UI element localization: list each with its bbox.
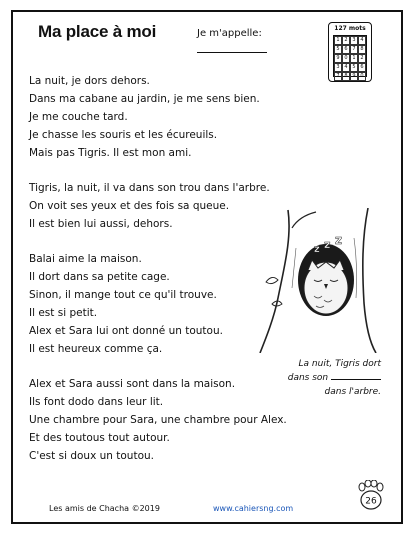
counter-cell[interactable]: 2	[358, 54, 366, 63]
counter-cell[interactable]: 1	[334, 36, 342, 45]
story-line: Il est bien lui aussi, dehors.	[29, 218, 173, 230]
story-line: La nuit, je dors dehors.	[29, 75, 150, 87]
counter-cell[interactable]: 6	[358, 63, 366, 72]
counter-cell[interactable]: 6	[342, 45, 350, 54]
counter-cell[interactable]: 3	[334, 63, 342, 72]
counter-cell[interactable]: 5	[334, 45, 342, 54]
counter-cell[interactable]: 7	[350, 45, 358, 54]
story-line: Sinon, il mange tout ce qu'il trouve.	[29, 289, 217, 301]
story-line: Balai aime la maison.	[29, 253, 142, 265]
caption-answer-blank[interactable]	[331, 371, 381, 380]
reading-counter-grid	[333, 35, 367, 77]
word-count-label: 127 mots	[334, 25, 366, 32]
story-line: Alex et Sara lui ont donné un toutou.	[29, 325, 223, 337]
story-line: Il est si petit.	[29, 307, 98, 319]
counter-cell[interactable]: 5	[350, 63, 358, 72]
sleep-z-icon-3: z	[335, 233, 342, 247]
counter-cell[interactable]: 8	[358, 45, 366, 54]
counter-cell[interactable]: 2	[342, 36, 350, 45]
footer-credit: Les amis de Chacha ©2019	[49, 504, 160, 513]
story-line: Je chasse les souris et les écureuils.	[29, 129, 218, 141]
name-label: Je m'appelle:	[197, 28, 262, 39]
page-number: 26	[365, 496, 377, 507]
sleep-z-icon: z	[314, 244, 320, 255]
story-line: On voit ses yeux et des fois sa queue.	[29, 200, 230, 212]
counter-cell[interactable]: 3	[350, 36, 358, 45]
tree-trunk-right	[363, 208, 376, 353]
counter-cell[interactable]: 4	[358, 36, 366, 45]
story-line: Une chambre pour Sara, une chambre pour Alex.	[29, 414, 287, 426]
counter-cell[interactable]: 4	[342, 63, 350, 72]
story-line: Alex et Sara aussi sont dans la maison.	[29, 378, 236, 390]
paragraph-gap	[29, 162, 369, 179]
tree-trunk	[260, 210, 289, 353]
tree-branch	[292, 212, 316, 228]
page-title: Ma place à moi	[38, 22, 157, 41]
caption-line-1: La nuit, Tigris dort	[298, 359, 381, 369]
story-line: Ils font dodo dans leur lit.	[29, 396, 164, 408]
paw-page-number-icon	[357, 480, 385, 512]
counter-cell[interactable]: 1	[350, 54, 358, 63]
story-line: Il est heureux comme ça.	[29, 343, 163, 355]
story-line: Tigris, la nuit, il va dans son trou dans l'arbre.	[29, 182, 270, 194]
counter-cell[interactable]: 8	[342, 72, 350, 81]
sleep-z-icon-2: z	[324, 238, 331, 251]
counter-cell[interactable]: 9	[350, 72, 358, 81]
counter-cell[interactable]: 9	[334, 54, 342, 63]
caption-line-2-text: dans son	[287, 373, 329, 383]
name-blank-line	[197, 52, 267, 53]
story-line: C'est si doux un toutou.	[29, 450, 155, 462]
illustration-caption	[263, 357, 381, 399]
counter-cell[interactable]: 0	[358, 72, 366, 81]
story-line: Il dort dans sa petite cage.	[29, 271, 170, 283]
story-line: Dans ma cabane au jardin, je me sens bien.	[29, 93, 260, 105]
counter-cell[interactable]: 7	[334, 72, 342, 81]
footer-website-link[interactable]: www.cahiersng.com	[213, 504, 294, 513]
owl-head-tufts	[308, 260, 344, 270]
counter-cell[interactable]: 0	[342, 54, 350, 63]
caption-line-2	[263, 371, 381, 385]
story-line: Je me couche tard.	[29, 111, 128, 123]
story-line: Mais pas Tigris. Il est mon ami.	[29, 147, 192, 159]
story-line: Et des toutous tout autour.	[29, 432, 170, 444]
owl-in-tree-illustration	[258, 208, 378, 353]
caption-line-3: dans l'arbre.	[324, 387, 381, 397]
leaf-icon	[266, 277, 278, 283]
